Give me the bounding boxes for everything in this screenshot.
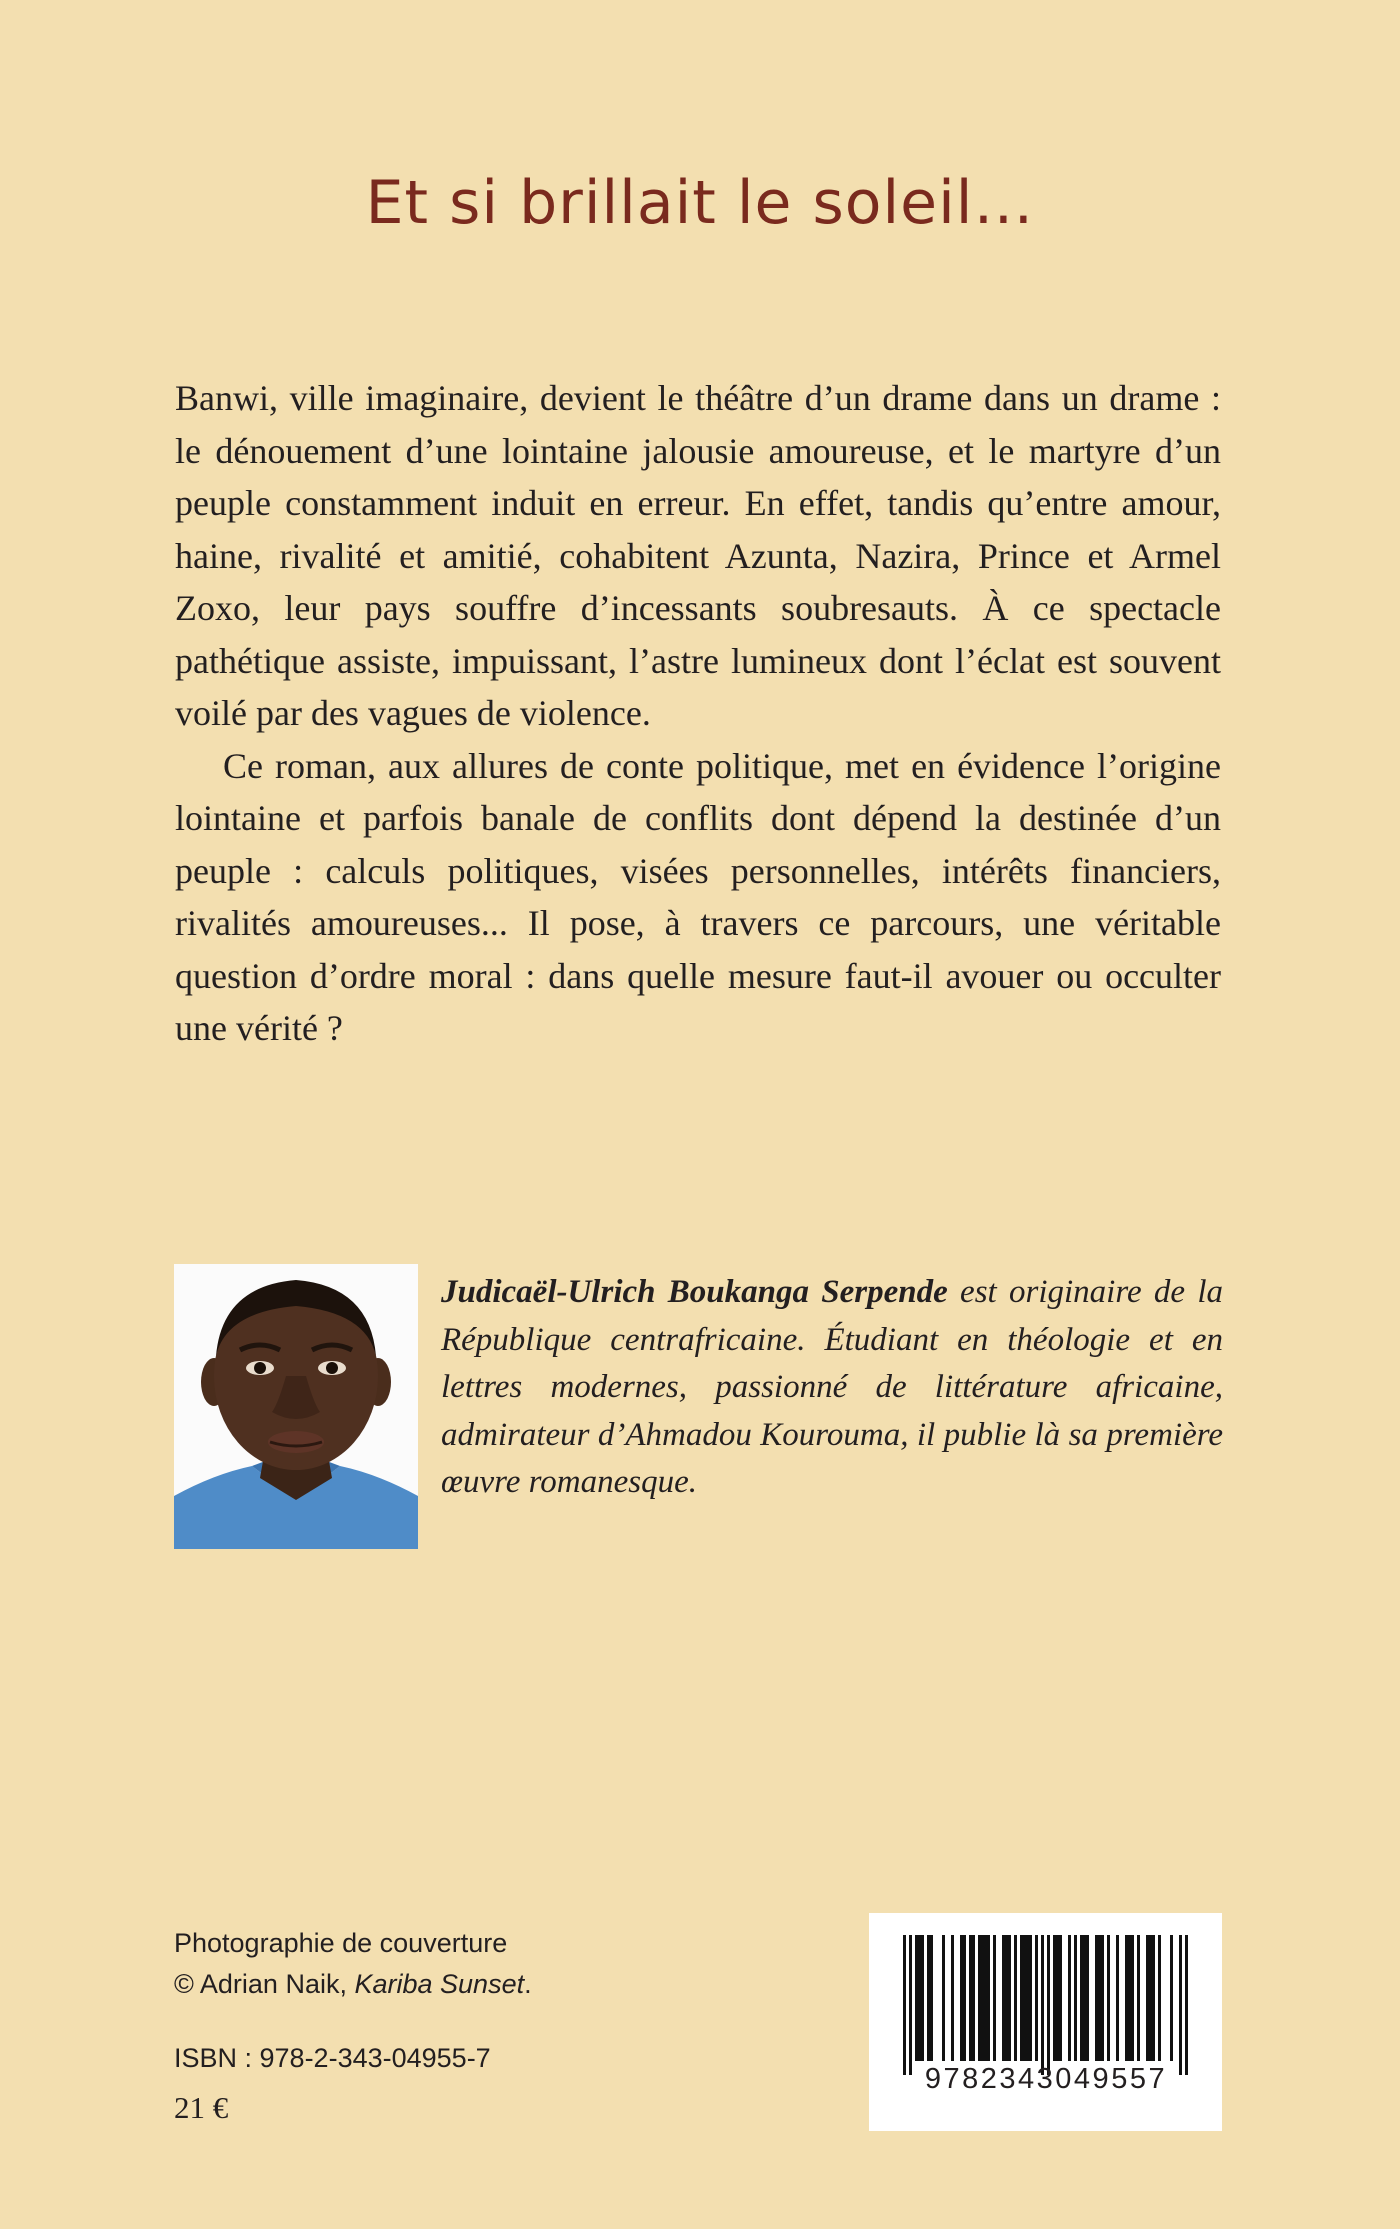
barcode-bar (1014, 1935, 1017, 2061)
barcode-bar (1128, 1935, 1131, 2061)
author-photo (174, 1264, 418, 1549)
barcode-bar (1095, 1935, 1098, 2061)
barcode-bar (960, 1935, 963, 2061)
barcode-bar (1152, 1935, 1155, 2061)
barcode-bar (909, 1935, 912, 2075)
barcode-bar (951, 1935, 954, 2061)
photo-credit (174, 1923, 532, 2005)
price: 21 € (174, 2090, 229, 2125)
barcode-bar (921, 1935, 924, 2061)
barcode-bar (993, 1935, 996, 2061)
book-title: Et si brillait le soleil… (365, 168, 1035, 238)
barcode-bar (930, 1935, 933, 2061)
photo-credit-author: © Adrian Naik, (174, 1969, 355, 1999)
barcode-bar (1008, 1935, 1011, 2061)
barcode-bar (1023, 1935, 1026, 2061)
barcode-bar (1125, 1935, 1128, 2061)
barcode-bar (1149, 1935, 1152, 2061)
barcode-bar (1020, 1935, 1023, 2061)
photo-credit-line-2 (174, 1964, 532, 2005)
barcode-bar (1101, 1935, 1104, 2061)
barcode-bar (1098, 1935, 1101, 2061)
barcode-bar (1080, 1935, 1083, 2061)
author-name: Judicaël-Ulrich Boukanga Serpende (441, 1274, 948, 1310)
barcode-bar (1137, 1935, 1140, 2061)
barcode-bar (1107, 1935, 1110, 2061)
barcode-bar (1002, 1935, 1005, 2061)
barcode-bar (972, 1935, 975, 2061)
barcode-bar (1005, 1935, 1008, 2061)
barcode-bars (869, 1913, 1222, 2131)
barcode-bar (1146, 1935, 1149, 2061)
barcode-bar (987, 1935, 990, 2061)
barcode-bar (1068, 1935, 1071, 2061)
photo-credit-title: Kariba Sunset (354, 1969, 525, 1999)
barcode-bar (978, 1935, 981, 2061)
barcode-bar (1026, 1935, 1029, 2061)
photo-credit-line-1: Photographie de couverture (174, 1928, 508, 1958)
barcode-bar (915, 1935, 918, 2061)
barcode-bar (1047, 1935, 1050, 2075)
isbn: ISBN : 978-2-343-04955-7 (174, 2043, 491, 2073)
barcode-bar (942, 1935, 945, 2061)
barcode-bar (1158, 1935, 1161, 2061)
barcode-bar (1086, 1935, 1089, 2061)
barcode-bar (1056, 1935, 1059, 2061)
barcode-bar (1179, 1935, 1182, 2075)
barcode-bar (984, 1935, 987, 2061)
author-portrait-image (174, 1264, 418, 1549)
barcode-bar (1185, 1935, 1188, 2075)
barcode-bar (903, 1935, 906, 2075)
barcode-bar (1083, 1935, 1086, 2061)
author-bio-text: est originaire de la République centrafricaine. Étudiant en théologie et en lettres modernes, passionné de littérature africaine, admirateur d’Ahmadou Kourouma, il publie là sa première œuvre romanesque. (441, 1274, 1223, 1500)
barcode-bar (1041, 1935, 1044, 2075)
barcode-bar (969, 1935, 972, 2061)
barcode-bar (1053, 1935, 1056, 2061)
barcode-bar (1116, 1935, 1119, 2061)
barcode-digits: 9782343049557 (924, 2063, 1168, 2095)
barcode-bar (1035, 1935, 1038, 2061)
barcode-bar (981, 1935, 984, 2061)
author-bio (441, 1269, 1223, 1507)
photo-credit-suffix: . (524, 1969, 532, 1999)
barcode-bar (927, 1935, 930, 2061)
barcode-bar (1029, 1935, 1032, 2061)
barcode-bar (1059, 1935, 1062, 2061)
barcode-bar (963, 1935, 966, 2061)
barcode-bar (1131, 1935, 1134, 2061)
synopsis-paragraph-1: Banwi, ville imaginaire, devient le théâtre d’un drame dans un drame : le dénouement d’une lointaine jalousie amoureuse, et le martyre d’un peuple constamment induit en erreur. En effet, tandis qu’entre amour, haine, rivalité et amitié, cohabitent Azunta, Nazira, Prince et Armel Zoxo, leur pays souffre d’incessants soubresauts. À ce spectacle pathétique assiste, impuissant, l’astre lumineux dont l’éclat est souvent voilé par des vagues de violence. (175, 378, 1221, 733)
barcode-bar (1074, 1935, 1077, 2061)
barcode-bar (918, 1935, 921, 2061)
synopsis-paragraph-2: Ce roman, aux allures de conte politique, met en évidence l’origine lointaine et parfois banale de conflits dont dépend la destinée d’un peuple : calculs politiques, visées personnelles, intérêts financiers, rivalités amoureuses... Il pose, à travers ce parcours, une véritable question d’ordre moral : dans quelle mesure faut-il avouer ou occulter une vérité ? (175, 745, 1221, 1048)
synopsis (175, 372, 1221, 1055)
barcode-bar (1170, 1935, 1173, 2061)
barcode (869, 1913, 1222, 2131)
